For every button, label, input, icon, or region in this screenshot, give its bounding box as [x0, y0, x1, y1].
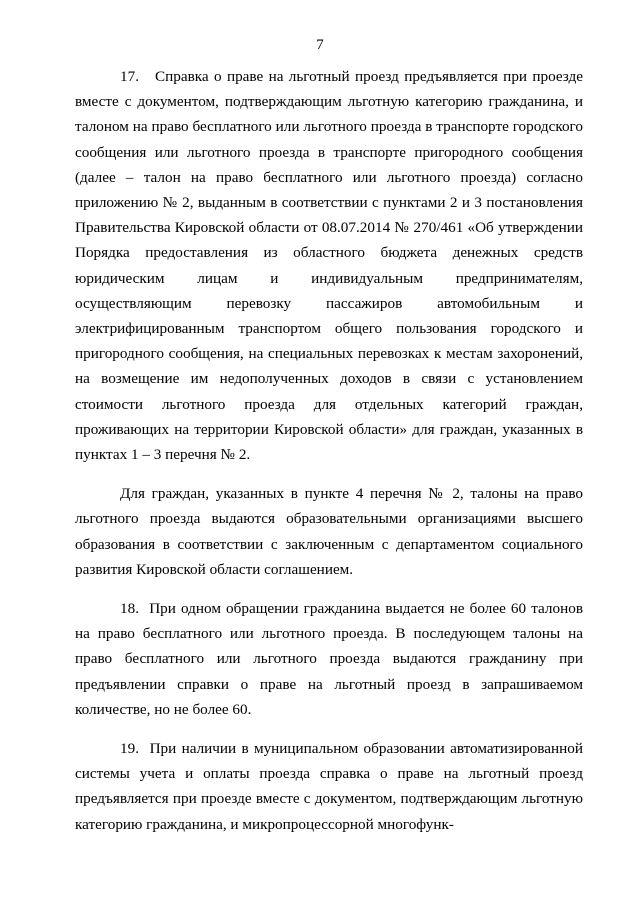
paragraph-18: 18. При одном обращении гражданина выдается не более 60 талонов на право бесплатного или льготного проезда. В последующем талоны на право бесплатного или льготного проезда выдаются гражданину при предъявлении справки о праве на льготный проезд в запрашиваемом количестве, но не более 60.	[75, 600, 583, 718]
paragraph-17: 17. Справка о праве на льготный проезд предъявляется при проезде вместе с документом, подтверждающим льготную категорию гражданина, и талоном на право бесплатного или льготного проезда в транспорте городского сообщения или льготного проезда в транспорте пригородного сообщения (далее – талон на право бесплатного или льготного проезда) согласно приложению № 2, выданным в соответствии с пунктами 2 и 3 постановления Правительства Кировской области от 08.07.2014 № 270/461 «Об утверждении Порядка предоставления из областного бюджета денежных средств юридическим лицам и индивидуальным предпринимателям, осуществляющим перевозку пассажиров автомобильным и электрифицированным транспортом общего пользования городского и пригородного сообщения, на специальных перевозках к местам захоронений, на возмещение им недополученных доходов в связи с установлением стоимости льготного проезда для отдельных категорий граждан, проживающих на территории Кировской области» для граждан, указанных в пунктах 1 – 3 перечня № 2.	[75, 68, 583, 464]
document-body	[75, 64, 583, 837]
page-number: 7	[316, 37, 324, 53]
paragraph-19: 19. При наличии в муниципальном образовании автоматизированной системы учета и оплаты проезда справка о праве на льготный проезд предъявляется при проезде вместе с документом, подтверждающим льготную категорию гражданина, и микропроцессорной многофунк-	[75, 740, 583, 833]
paragraph-17-continuation: Для граждан, указанных в пункте 4 перечня № 2, талоны на право льготного проезда выдаются образовательными организациями высшего образования в соответствии с заключенным с департаментом социального развития Кировской области соглашением.	[75, 485, 583, 578]
